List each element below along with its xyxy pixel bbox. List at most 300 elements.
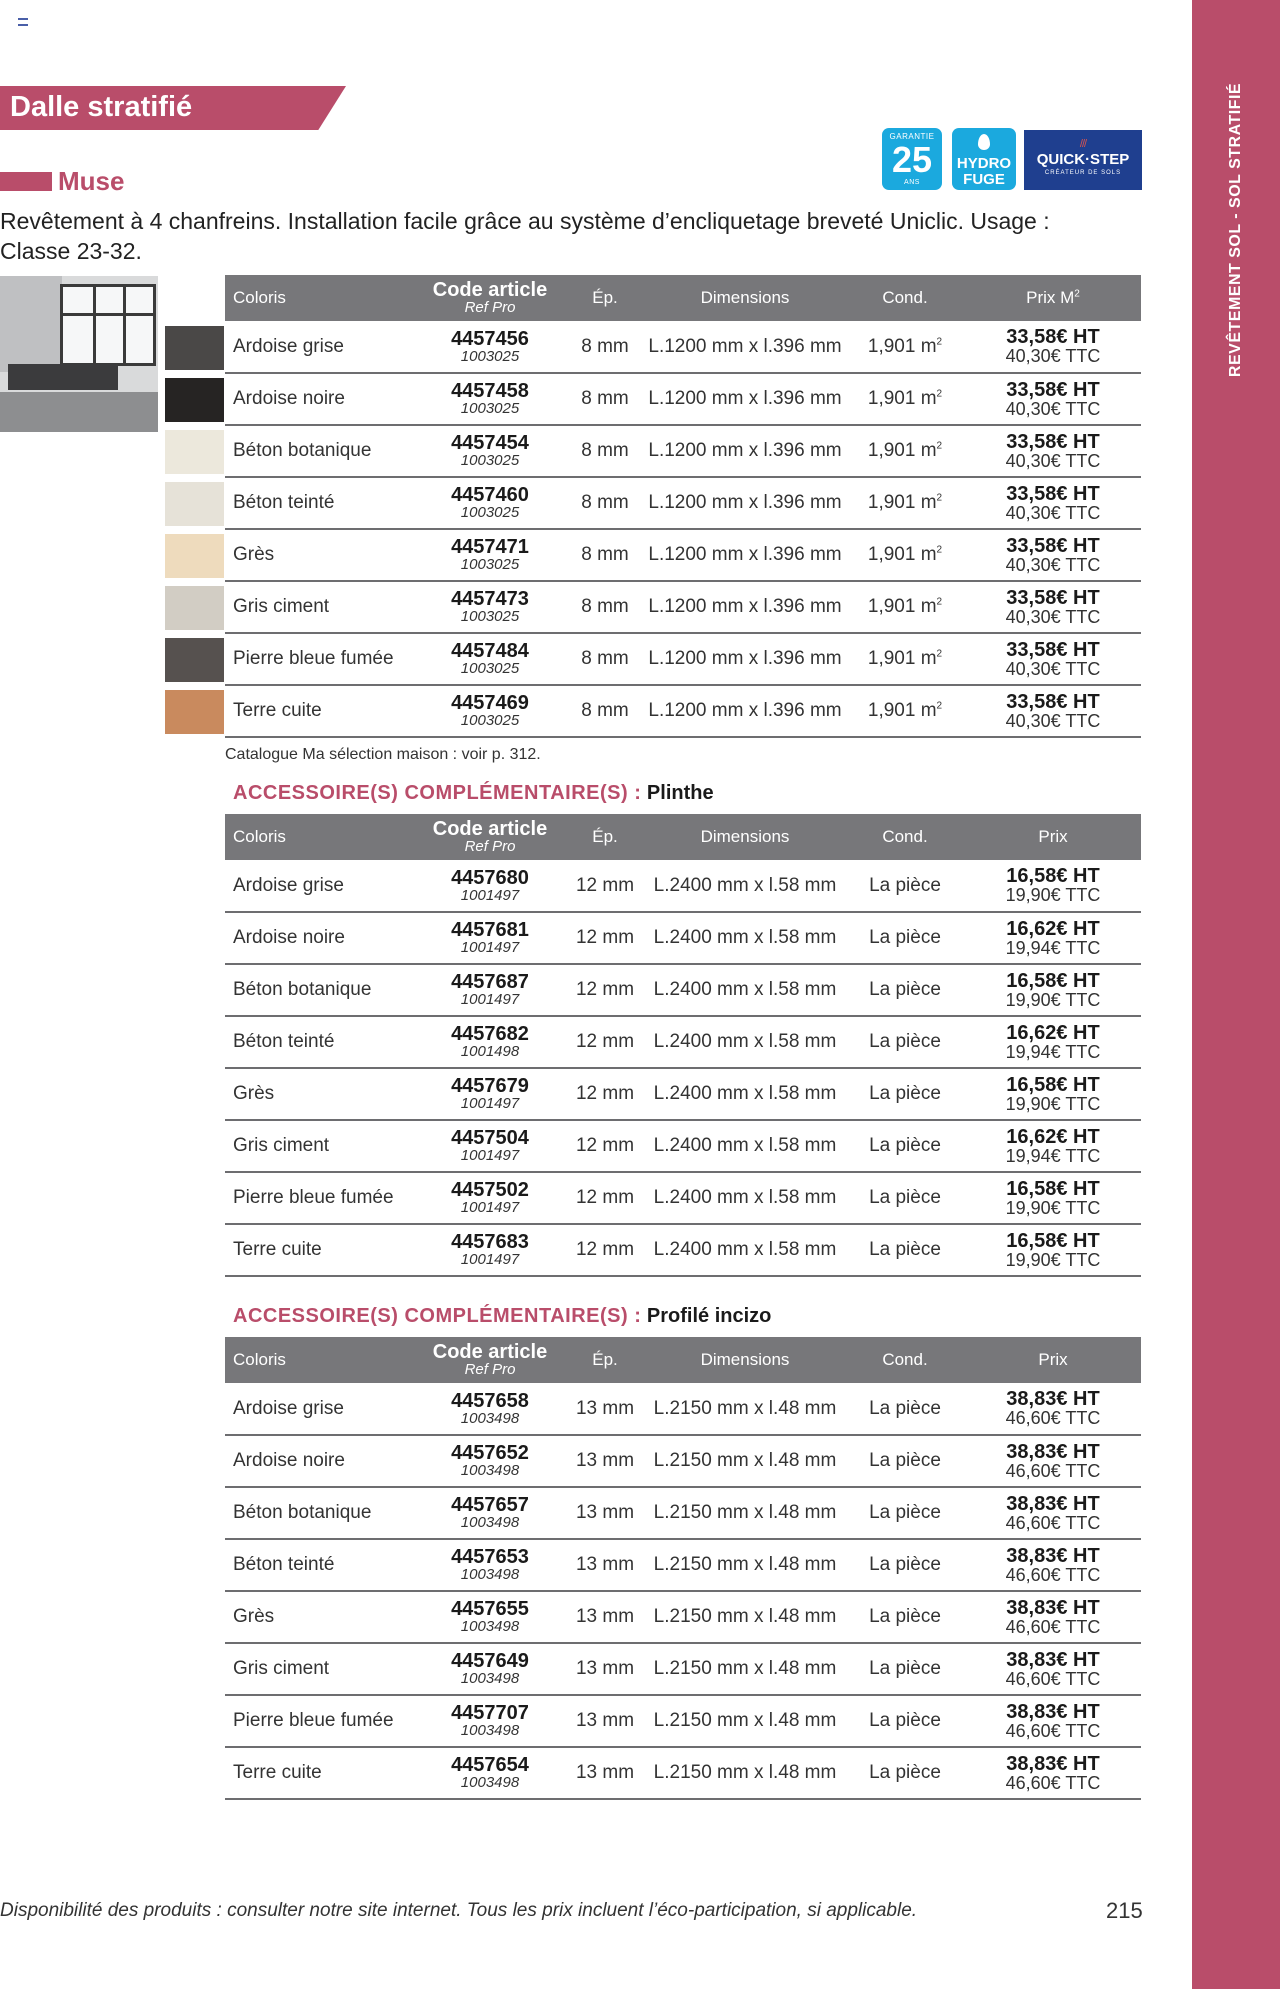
cell-dimensions: L.1200 mm x l.396 mm: [645, 477, 845, 529]
cell-cond: [845, 581, 965, 633]
cell-dimensions: L.2400 mm x l.58 mm: [645, 860, 845, 912]
cell-cond: [845, 685, 965, 737]
price-ttc: 46,60€ TTC: [1005, 1668, 1101, 1689]
catalog-note: Catalogue Ma sélection maison : voir p. 312.: [225, 746, 541, 763]
ref-pro: 1001497: [460, 886, 520, 904]
cond-value: La pièce: [869, 927, 941, 948]
ref-pro: 1001497: [460, 1095, 520, 1112]
article-code: 4457653: [451, 1546, 529, 1568]
price-ttc: 46,60€ TTC: [1005, 1460, 1101, 1481]
cell-ep: 12 mm: [565, 1120, 645, 1172]
cell-code: [415, 633, 565, 685]
table-row: [225, 1224, 1141, 1276]
price-ht: 38,83€ HT: [1006, 1648, 1100, 1671]
cond-sup: 2: [936, 388, 943, 400]
table-row: [225, 1172, 1141, 1224]
cell-prix: [965, 1383, 1141, 1435]
cell-coloris: Terre cuite: [225, 1747, 415, 1799]
cond-sup: 2: [936, 596, 943, 608]
ref-pro: 1003025: [460, 347, 520, 365]
article-code: 4457473: [451, 588, 529, 610]
cell-ep: 12 mm: [565, 912, 645, 964]
price-ttc: 40,30€ TTC: [1005, 658, 1101, 679]
price-ttc: 19,90€ TTC: [1005, 885, 1101, 905]
cell-prix: [965, 373, 1141, 425]
accessory-table-profile: [225, 1337, 1141, 1800]
cell-prix: [965, 1643, 1141, 1695]
table-row: [225, 633, 1141, 685]
ref-pro: 1003498: [460, 1618, 520, 1635]
cell-dimensions: L.1200 mm x l.396 mm: [645, 425, 845, 477]
ref-pro: 1003025: [460, 608, 520, 625]
cell-code: [415, 373, 565, 425]
cell-coloris: Ardoise grise: [225, 1383, 415, 1435]
article-code: 4457687: [451, 971, 529, 993]
cell-cond: [845, 1435, 965, 1487]
cell-ep: 8 mm: [565, 425, 645, 477]
cell-code: [415, 1643, 565, 1695]
header-cond: Cond.: [845, 275, 965, 321]
photo-floor: [0, 392, 158, 432]
header-code: [415, 1337, 565, 1383]
cell-code: [415, 1383, 565, 1435]
cell-coloris: Gris ciment: [225, 1643, 415, 1695]
swatch-beton-botanique: [165, 430, 224, 474]
ref-pro: 1003498: [460, 1566, 520, 1583]
ref-pro: 1003498: [460, 1409, 520, 1427]
article-code: 4457683: [451, 1231, 529, 1253]
table-row: [225, 1643, 1141, 1695]
price-ttc: 46,60€ TTC: [1005, 1408, 1101, 1428]
price-ttc: 19,94€ TTC: [1005, 937, 1101, 958]
quickstep-tagline: CRÉATEUR DE SOLS: [1044, 170, 1122, 176]
header-ref-label: Ref Pro: [464, 1361, 516, 1378]
water-drop-icon: [978, 134, 990, 150]
table-row: [225, 1120, 1141, 1172]
cell-coloris: Grès: [225, 529, 415, 581]
header-coloris: Coloris: [225, 814, 415, 860]
cond-value: 1,901 m: [867, 492, 937, 513]
header-cond: Cond.: [845, 1337, 965, 1383]
cell-cond: [845, 964, 965, 1016]
window-bar: [123, 287, 126, 363]
table-row: [225, 685, 1141, 737]
table-row: [225, 1539, 1141, 1591]
accessory-plinthe-body: [225, 860, 1141, 1276]
cell-cond: [845, 321, 965, 373]
cell-ep: 13 mm: [565, 1643, 645, 1695]
cell-ep: 8 mm: [565, 581, 645, 633]
table-row: [225, 964, 1141, 1016]
header-dimensions: Dimensions: [645, 1337, 845, 1383]
header-prix: Prix: [965, 814, 1141, 860]
cond-value: La pièce: [869, 979, 941, 1000]
header-prix: Prix: [965, 1337, 1141, 1383]
cell-prix: [965, 633, 1141, 685]
cell-cond: [845, 529, 965, 581]
cell-prix: [965, 912, 1141, 964]
page-number: 215: [1106, 1898, 1143, 1923]
cell-ep: 13 mm: [565, 1539, 645, 1591]
cond-value: 1,901 m: [867, 388, 937, 409]
price-ht: 38,83€ HT: [1006, 1544, 1100, 1567]
cell-cond: [845, 477, 965, 529]
price-ttc: 19,90€ TTC: [1005, 1093, 1101, 1114]
main-product-table: [225, 275, 1141, 738]
cell-prix: [965, 1172, 1141, 1224]
cell-dimensions: L.2150 mm x l.48 mm: [645, 1643, 845, 1695]
swatch-gres: [165, 534, 224, 578]
price-ht: 16,58€ HT: [1006, 1177, 1100, 1200]
header-dimensions: Dimensions: [645, 814, 845, 860]
cell-coloris: Béton teinté: [225, 1539, 415, 1591]
ref-pro: 1001498: [460, 1043, 520, 1060]
header-cond: Cond.: [845, 814, 965, 860]
ref-pro: 1001497: [460, 1251, 520, 1268]
accessory-name: Plinthe: [646, 782, 714, 804]
header-dimensions: Dimensions: [645, 275, 845, 321]
cell-ep: 8 mm: [565, 633, 645, 685]
cell-coloris: Béton teinté: [225, 477, 415, 529]
cell-code: [415, 1539, 565, 1591]
cell-code: [415, 1591, 565, 1643]
cell-dimensions: L.2400 mm x l.58 mm: [645, 1172, 845, 1224]
cell-cond: [845, 1591, 965, 1643]
cell-ep: 12 mm: [565, 860, 645, 912]
article-code: 4457655: [451, 1598, 529, 1620]
article-code: 4457658: [451, 1389, 529, 1412]
section-title: Dalle stratifié: [10, 91, 193, 123]
ref-pro: 1001497: [460, 939, 520, 956]
cell-ep: 13 mm: [565, 1747, 645, 1799]
cell-prix: [965, 581, 1141, 633]
header-prix: [965, 275, 1141, 321]
product-accent-bar: [0, 172, 52, 191]
cell-coloris: Béton teinté: [225, 1016, 415, 1068]
article-code: 4457681: [451, 919, 529, 941]
header-code-label: Code article: [432, 818, 548, 840]
cell-prix: [965, 1539, 1141, 1591]
price-ht: 38,83€ HT: [1006, 1440, 1100, 1463]
cell-ep: 13 mm: [565, 1435, 645, 1487]
header-ref-label: Ref Pro: [464, 299, 516, 316]
article-code: 4457469: [451, 692, 529, 714]
cell-prix: [965, 425, 1141, 477]
hydrofuge-line1: HYDRO: [956, 155, 1012, 172]
table-row: [225, 477, 1141, 529]
cell-code: [415, 685, 565, 737]
cond-sup: 2: [936, 336, 943, 348]
cell-coloris: Pierre bleue fumée: [225, 633, 415, 685]
cell-code: [415, 912, 565, 964]
table-row: [225, 373, 1141, 425]
cell-dimensions: L.2400 mm x l.58 mm: [645, 1068, 845, 1120]
header-code: [415, 814, 565, 860]
cell-prix: [965, 1591, 1141, 1643]
cell-cond: [845, 373, 965, 425]
cell-prix: [965, 1695, 1141, 1747]
ref-pro: 1003025: [460, 712, 520, 729]
price-ht: 33,58€ HT: [1006, 638, 1100, 661]
cell-code: [415, 1016, 565, 1068]
cell-code: [415, 1120, 565, 1172]
header-code: [415, 275, 565, 321]
header-code-label: Code article: [432, 279, 548, 301]
cell-prix: [965, 1435, 1141, 1487]
article-code: 4457460: [451, 484, 529, 506]
cell-prix: [965, 1068, 1141, 1120]
price-ht: 16,62€ HT: [1006, 1125, 1100, 1148]
swatch-ardoise-noire: [165, 378, 224, 422]
price-ht: 33,58€ HT: [1006, 482, 1100, 505]
cell-coloris: Ardoise grise: [225, 860, 415, 912]
cell-coloris: Ardoise noire: [225, 373, 415, 425]
article-code: 4457471: [451, 536, 529, 558]
cond-value: La pièce: [869, 1710, 941, 1731]
cell-cond: [845, 1120, 965, 1172]
price-ht: 33,58€ HT: [1006, 586, 1100, 609]
price-ttc: 40,30€ TTC: [1005, 502, 1101, 523]
price-ttc: 46,60€ TTC: [1005, 1616, 1101, 1637]
cell-code: [415, 477, 565, 529]
price-ht: 38,83€ HT: [1006, 1752, 1100, 1775]
cell-prix: [965, 1487, 1141, 1539]
cell-prix: [965, 964, 1141, 1016]
cond-value: La pièce: [869, 1239, 941, 1260]
cell-coloris: Terre cuite: [225, 685, 415, 737]
cell-ep: 8 mm: [565, 477, 645, 529]
swatch-terre-cuite: [165, 690, 224, 734]
cell-coloris: Grès: [225, 1068, 415, 1120]
cell-code: [415, 581, 565, 633]
article-code: 4457456: [451, 327, 529, 350]
swatch-pierre-bleue-fumee: [165, 638, 224, 682]
cell-code: [415, 1487, 565, 1539]
cell-dimensions: L.2150 mm x l.48 mm: [645, 1487, 845, 1539]
table-row: [225, 1383, 1141, 1435]
price-ht: 38,83€ HT: [1006, 1492, 1100, 1515]
cell-ep: 12 mm: [565, 1016, 645, 1068]
cell-ep: 12 mm: [565, 1224, 645, 1276]
cond-value: La pièce: [869, 1135, 941, 1156]
article-code: 4457654: [451, 1754, 529, 1776]
article-code: 4457679: [451, 1075, 529, 1097]
menu-icon[interactable]: [18, 18, 28, 26]
cell-ep: 12 mm: [565, 1068, 645, 1120]
header-coloris: Coloris: [225, 275, 415, 321]
cell-coloris: Béton botanique: [225, 1487, 415, 1539]
table-row: [225, 1487, 1141, 1539]
price-ttc: 46,60€ TTC: [1005, 1512, 1101, 1533]
cell-cond: [845, 1172, 965, 1224]
cell-dimensions: L.2400 mm x l.58 mm: [645, 912, 845, 964]
cell-ep: 13 mm: [565, 1383, 645, 1435]
accessory-heading-profile: [233, 1305, 771, 1328]
cond-sup: 2: [936, 700, 943, 712]
cell-ep: 8 mm: [565, 373, 645, 425]
price-ttc: 19,90€ TTC: [1005, 1249, 1101, 1270]
header-coloris: Coloris: [225, 1337, 415, 1383]
cell-cond: [845, 1487, 965, 1539]
price-ht: 16,58€ HT: [1006, 1229, 1100, 1252]
warranty-unit: ANS: [904, 179, 920, 186]
cond-value: 1,901 m: [867, 700, 937, 721]
price-ht: 38,83€ HT: [1006, 1596, 1100, 1619]
ref-pro: 1003498: [460, 1670, 520, 1687]
window-bar: [63, 313, 153, 316]
article-code: 4457454: [451, 432, 529, 454]
header-code-label: Code article: [432, 1341, 548, 1363]
cell-dimensions: L.2150 mm x l.48 mm: [645, 1747, 845, 1799]
article-code: 4457502: [451, 1179, 529, 1201]
cond-value: La pièce: [869, 1187, 941, 1208]
cell-cond: [845, 425, 965, 477]
cond-sup: 2: [936, 544, 943, 556]
cell-cond: [845, 1068, 965, 1120]
table-header-row: [225, 814, 1141, 860]
ref-pro: 1001497: [460, 1199, 520, 1216]
cell-dimensions: L.2150 mm x l.48 mm: [645, 1435, 845, 1487]
article-code: 4457649: [451, 1650, 529, 1672]
cell-code: [415, 1172, 565, 1224]
cell-ep: 13 mm: [565, 1695, 645, 1747]
accessory-heading-plinthe: [233, 782, 714, 805]
cell-cond: [845, 1016, 965, 1068]
price-ttc: 40,30€ TTC: [1005, 398, 1101, 419]
table-row: [225, 1695, 1141, 1747]
ref-pro: 1003498: [460, 1514, 520, 1531]
table-header-row: [225, 1337, 1141, 1383]
cell-cond: [845, 1695, 965, 1747]
table-row: [225, 581, 1141, 633]
accessory-profile-body: [225, 1383, 1141, 1799]
price-ttc: 19,94€ TTC: [1005, 1041, 1101, 1062]
table-row: [225, 425, 1141, 477]
cell-ep: 12 mm: [565, 964, 645, 1016]
main-table-body: [225, 321, 1141, 737]
price-ttc: 46,60€ TTC: [1005, 1772, 1101, 1793]
warranty-badge: [882, 128, 942, 190]
cell-dimensions: L.2400 mm x l.58 mm: [645, 1224, 845, 1276]
cell-code: [415, 1695, 565, 1747]
ref-pro: 1003025: [460, 400, 520, 417]
accessory-label: ACCESSOIRE(S) COMPLÉMENTAIRE(S) :: [233, 1305, 642, 1327]
ref-pro: 1001497: [460, 991, 520, 1008]
cond-value: La pièce: [869, 1083, 941, 1104]
cond-value: La pièce: [869, 874, 941, 896]
table-row: [225, 321, 1141, 373]
price-ttc: 40,30€ TTC: [1005, 346, 1101, 366]
ref-pro: 1003025: [460, 660, 520, 677]
accessory-label: ACCESSOIRE(S) COMPLÉMENTAIRE(S) :: [233, 782, 642, 804]
price-ht: 33,58€ HT: [1006, 534, 1100, 557]
cell-coloris: Pierre bleue fumée: [225, 1695, 415, 1747]
cond-value: 1,901 m: [867, 544, 937, 565]
cond-value: La pièce: [869, 1031, 941, 1052]
price-ttc: 46,60€ TTC: [1005, 1564, 1101, 1585]
cell-coloris: Grès: [225, 1591, 415, 1643]
cell-coloris: Béton botanique: [225, 425, 415, 477]
price-ttc: 19,90€ TTC: [1005, 989, 1101, 1010]
table-header-row: [225, 275, 1141, 321]
article-code: 4457682: [451, 1023, 529, 1045]
hydrofuge-line2: FUGE: [963, 171, 1005, 188]
header-prix-label: Prix M: [1026, 288, 1075, 307]
cell-cond: [845, 912, 965, 964]
cell-ep: 13 mm: [565, 1487, 645, 1539]
price-ttc: 40,30€ TTC: [1005, 450, 1101, 471]
ref-pro: 1003025: [460, 452, 520, 469]
cell-dimensions: L.2400 mm x l.58 mm: [645, 964, 845, 1016]
cell-dimensions: L.1200 mm x l.396 mm: [645, 529, 845, 581]
cell-coloris: Béton botanique: [225, 964, 415, 1016]
price-ht: 33,58€ HT: [1006, 378, 1100, 401]
cell-cond: [845, 633, 965, 685]
cell-cond: [845, 1643, 965, 1695]
price-ht: 16,58€ HT: [1006, 1073, 1100, 1096]
cell-coloris: Ardoise noire: [225, 1435, 415, 1487]
quickstep-logo: [1024, 130, 1142, 190]
accessory-table-plinthe: [225, 814, 1141, 1277]
cell-cond: [845, 1383, 965, 1435]
cell-dimensions: L.2150 mm x l.48 mm: [645, 1383, 845, 1435]
photo-wall: [0, 276, 62, 372]
swatch-ardoise-grise: [165, 326, 224, 370]
article-code: 4457707: [451, 1702, 529, 1724]
cell-dimensions: L.1200 mm x l.396 mm: [645, 321, 845, 373]
warranty-label: GARANTIE: [889, 132, 935, 141]
cell-cond: [845, 1224, 965, 1276]
cell-dimensions: L.1200 mm x l.396 mm: [645, 373, 845, 425]
cell-code: [415, 529, 565, 581]
cond-value: 1,901 m: [867, 335, 937, 357]
price-ht: 38,83€ HT: [1006, 1388, 1100, 1410]
table-row: [225, 529, 1141, 581]
cell-code: [415, 860, 565, 912]
cell-prix: [965, 1120, 1141, 1172]
quickstep-name: QUICK·STEP: [1036, 151, 1130, 168]
cell-coloris: Ardoise noire: [225, 912, 415, 964]
photo-window: [60, 284, 156, 366]
cell-prix: [965, 1016, 1141, 1068]
ref-pro: 1003025: [460, 504, 520, 521]
table-row: [225, 1591, 1141, 1643]
ref-pro: 1003498: [460, 1774, 520, 1791]
cell-dimensions: L.1200 mm x l.396 mm: [645, 685, 845, 737]
cond-value: 1,901 m: [867, 596, 937, 617]
cell-cond: [845, 860, 965, 912]
cell-cond: [845, 1539, 965, 1591]
cell-ep: 12 mm: [565, 1172, 645, 1224]
cond-sup: 2: [936, 492, 943, 504]
cell-code: [415, 425, 565, 477]
cell-coloris: Gris ciment: [225, 581, 415, 633]
cell-dimensions: L.2150 mm x l.48 mm: [645, 1539, 845, 1591]
table-row: [225, 860, 1141, 912]
cell-prix: [965, 860, 1141, 912]
window-bar: [93, 287, 96, 363]
cond-value: La pièce: [869, 1606, 941, 1627]
product-description: Revêtement à 4 chanfreins. Installation facile grâce au système d’encliquetage breveté Uniclic. Usage : Classe 23-32.: [0, 208, 1050, 264]
cell-prix: [965, 529, 1141, 581]
cell-dimensions: L.2400 mm x l.58 mm: [645, 1016, 845, 1068]
table-row: [225, 1016, 1141, 1068]
price-ht: 16,58€ HT: [1006, 969, 1100, 992]
cell-ep: 8 mm: [565, 685, 645, 737]
price-ttc: 40,30€ TTC: [1005, 554, 1101, 575]
warranty-years: 25: [891, 139, 933, 180]
cell-prix: [965, 685, 1141, 737]
